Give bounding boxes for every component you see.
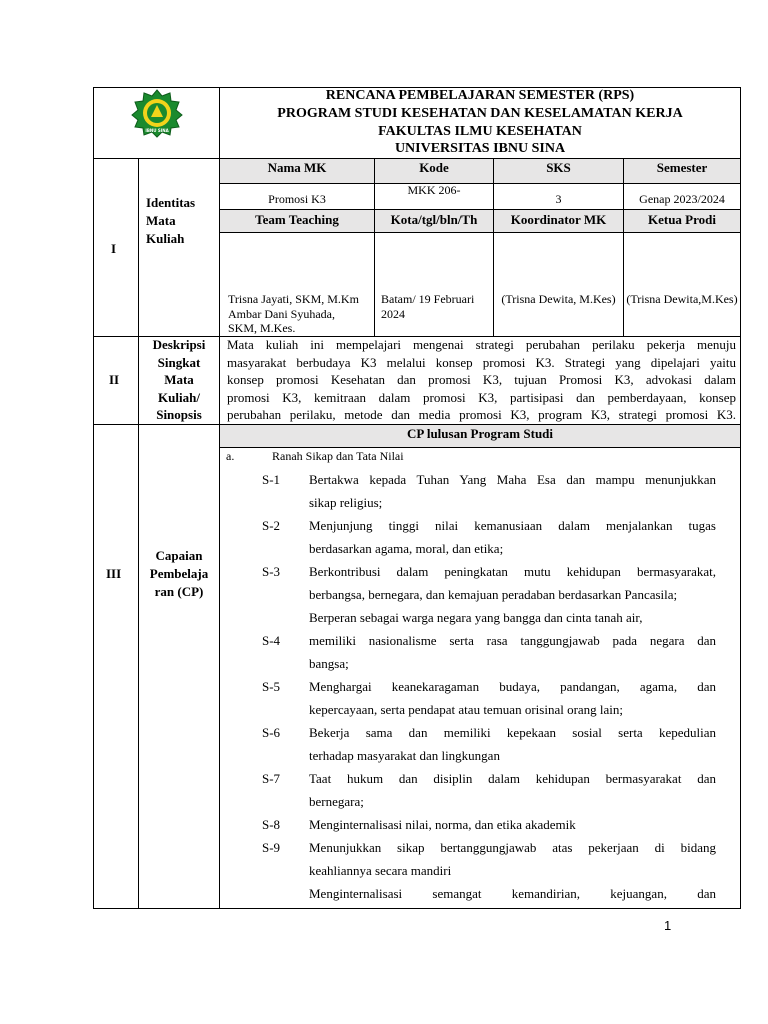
section-label: Deskripsi [152, 337, 206, 352]
cp-item-text: Menginternalisasi semangat kemandirian, kejuangan, dan [309, 886, 716, 901]
cp-item-text: terhadap masyarakat dan lingkungan [309, 748, 500, 763]
cp-item-text: Berperan sebagai warga negara yang bangga dan cinta tanah air, [309, 610, 643, 625]
subsection-letter: a. [226, 449, 235, 463]
col-header-sks: SKS [546, 160, 571, 175]
sub-header-team: Team Teaching [255, 212, 339, 227]
title-line-2: PROGRAM STUDI KESEHATAN DAN KESELAMATAN KERJA [277, 106, 683, 121]
description-line: perubahan perilaku, metode dan media promosi K3, program K3, strategi promosi K3. [227, 407, 736, 422]
cp-item-text: berdasarkan agama, moral, dan etika; [309, 541, 504, 556]
section-number: II [109, 372, 120, 387]
cp-item-text: keahliannya secara mandiri [309, 863, 452, 878]
cp-item-text: Bertakwa kepada Tuhan Yang Maha Esa dan mampu menunjukkan [309, 472, 716, 487]
value-sks: 3 [555, 192, 562, 206]
cp-item-text: memiliki nasionalisme serta rasa tanggungjawab pada negara dan [309, 633, 716, 648]
section-label: Mata [164, 372, 194, 387]
team-member: Ambar Dani Syuhada, [228, 307, 335, 321]
team-member: Trisna Jayati, SKM, M.Km [228, 292, 359, 306]
col-header-kode: Kode [419, 160, 449, 175]
team-member: SKM, M.Kes. [228, 321, 296, 335]
value-kode: MKK 206- [407, 183, 461, 197]
section-label: ran (CP) [154, 584, 204, 599]
page-number: 1 [664, 918, 672, 933]
cp-section-title: CP lulusan Program Studi [406, 426, 554, 441]
description-line: masyarakat berbudaya K3 melalui konsep promosi K3. Strategi yang dipelajari yaitu [227, 355, 736, 370]
kota-date: 2024 [381, 307, 405, 321]
value-semester: Genap 2023/2024 [639, 192, 725, 206]
cp-item-text: Menghargai keanekaragaman budaya, pandangan, agama, dan [309, 679, 716, 694]
row-divider [219, 232, 741, 233]
sub-header-kota: Kota/tgl/bln/Th [390, 212, 478, 227]
section-label: Identitas [146, 195, 196, 210]
row-divider [93, 158, 741, 159]
subsection-title: Ranah Sikap dan Tata Nilai [272, 449, 404, 463]
sub-header-koordinator: Koordinator MK [510, 212, 607, 227]
description-line: konsep promosi Kesehatan dan promosi K3, tujuan Promosi K3, advokasi dalam [227, 372, 736, 387]
section-label: Capaian [155, 548, 203, 563]
cp-item-code: S-4 [262, 633, 281, 648]
section-label: Pembelaja [149, 566, 209, 581]
section-label: Singkat [157, 355, 201, 370]
title-line-4: UNIVERSITAS IBNU SINA [394, 141, 566, 156]
sub-header-ketua: Ketua Prodi [647, 212, 716, 227]
section-number: I [111, 241, 117, 256]
column-divider [493, 158, 494, 336]
logo-text: IBNU SINA [145, 128, 169, 133]
col-header-nama-mk: Nama MK [267, 160, 327, 175]
cp-item-text: Menjunjung tinggi nilai kemanusiaan dalam menjalankan tugas [309, 518, 716, 533]
description-line: Mata kuliah ini mempelajari mengenai strategi perubahan perilaku pekerja menuju [227, 337, 736, 352]
cp-item-text: Bekerja sama dan memiliki kepekaan sosial serta kepedulian [309, 725, 716, 740]
university-logo [131, 89, 183, 138]
cp-item-code: S-5 [262, 679, 281, 694]
section-number: III [106, 566, 122, 581]
description-line: promosi K3, kemitraan dalam promosi K3, partisipasi dan pemberdayaan, konsep [227, 390, 736, 405]
row-divider [219, 447, 741, 448]
column-divider [138, 158, 139, 909]
cp-item-text: kepercayaan, serta pendapat atau temuan orisinal orang lain; [309, 702, 624, 717]
kota-date: Batam/ 19 Februari [381, 292, 475, 306]
cp-item-code: S-9 [262, 840, 281, 855]
cp-item-text: sikap religius; [309, 495, 383, 510]
cp-item-text: bernegara; [309, 794, 364, 809]
cp-item-code: S-7 [262, 771, 281, 786]
section-label: Kuliah [146, 231, 185, 246]
koordinator-name: (Trisna Dewita, M.Kes) [501, 292, 616, 306]
cp-item-code: S-3 [262, 564, 281, 579]
column-divider [219, 87, 220, 909]
col-header-semester: Semester [656, 160, 708, 175]
section-label: Sinopsis [156, 407, 202, 422]
value-nama-mk: Promosi K3 [268, 192, 326, 206]
title-line-3: FAKULTAS ILMU KESEHATAN [378, 124, 582, 139]
cp-item-code: S-1 [262, 472, 281, 487]
cp-item-code: S-2 [262, 518, 281, 533]
cp-item-text: bangsa; [309, 656, 349, 671]
cp-item-text: Menginternalisasi nilai, norma, dan etika akademik [309, 817, 576, 832]
row-divider [219, 209, 741, 210]
cp-item-code: S-6 [262, 725, 281, 740]
cp-item-text: Taat hukum dan disiplin dalam kehidupan bermasyarakat dan [309, 771, 716, 786]
section-label: Kuliah/ [158, 390, 200, 405]
title-line-1: RENCANA PEMBELAJARAN SEMESTER (RPS) [325, 88, 635, 103]
column-divider [623, 158, 624, 336]
cp-item-code: S-8 [262, 817, 281, 832]
cp-item-text: Berkontribusi dalam peningkatan mutu kehidupan bermasyarakat, [309, 564, 716, 579]
section-label: Mata [146, 213, 176, 228]
ketua-name: (Trisna Dewita,M.Kes) [626, 292, 738, 306]
cp-item-text: berbangsa, bernegara, dan kemajuan peradaban berdasarkan Pancasila; [309, 587, 678, 602]
row-divider [93, 424, 741, 425]
cp-item-text: Menunjukkan sikap bertanggungjawab atas pekerjaan di bidang [309, 840, 716, 855]
